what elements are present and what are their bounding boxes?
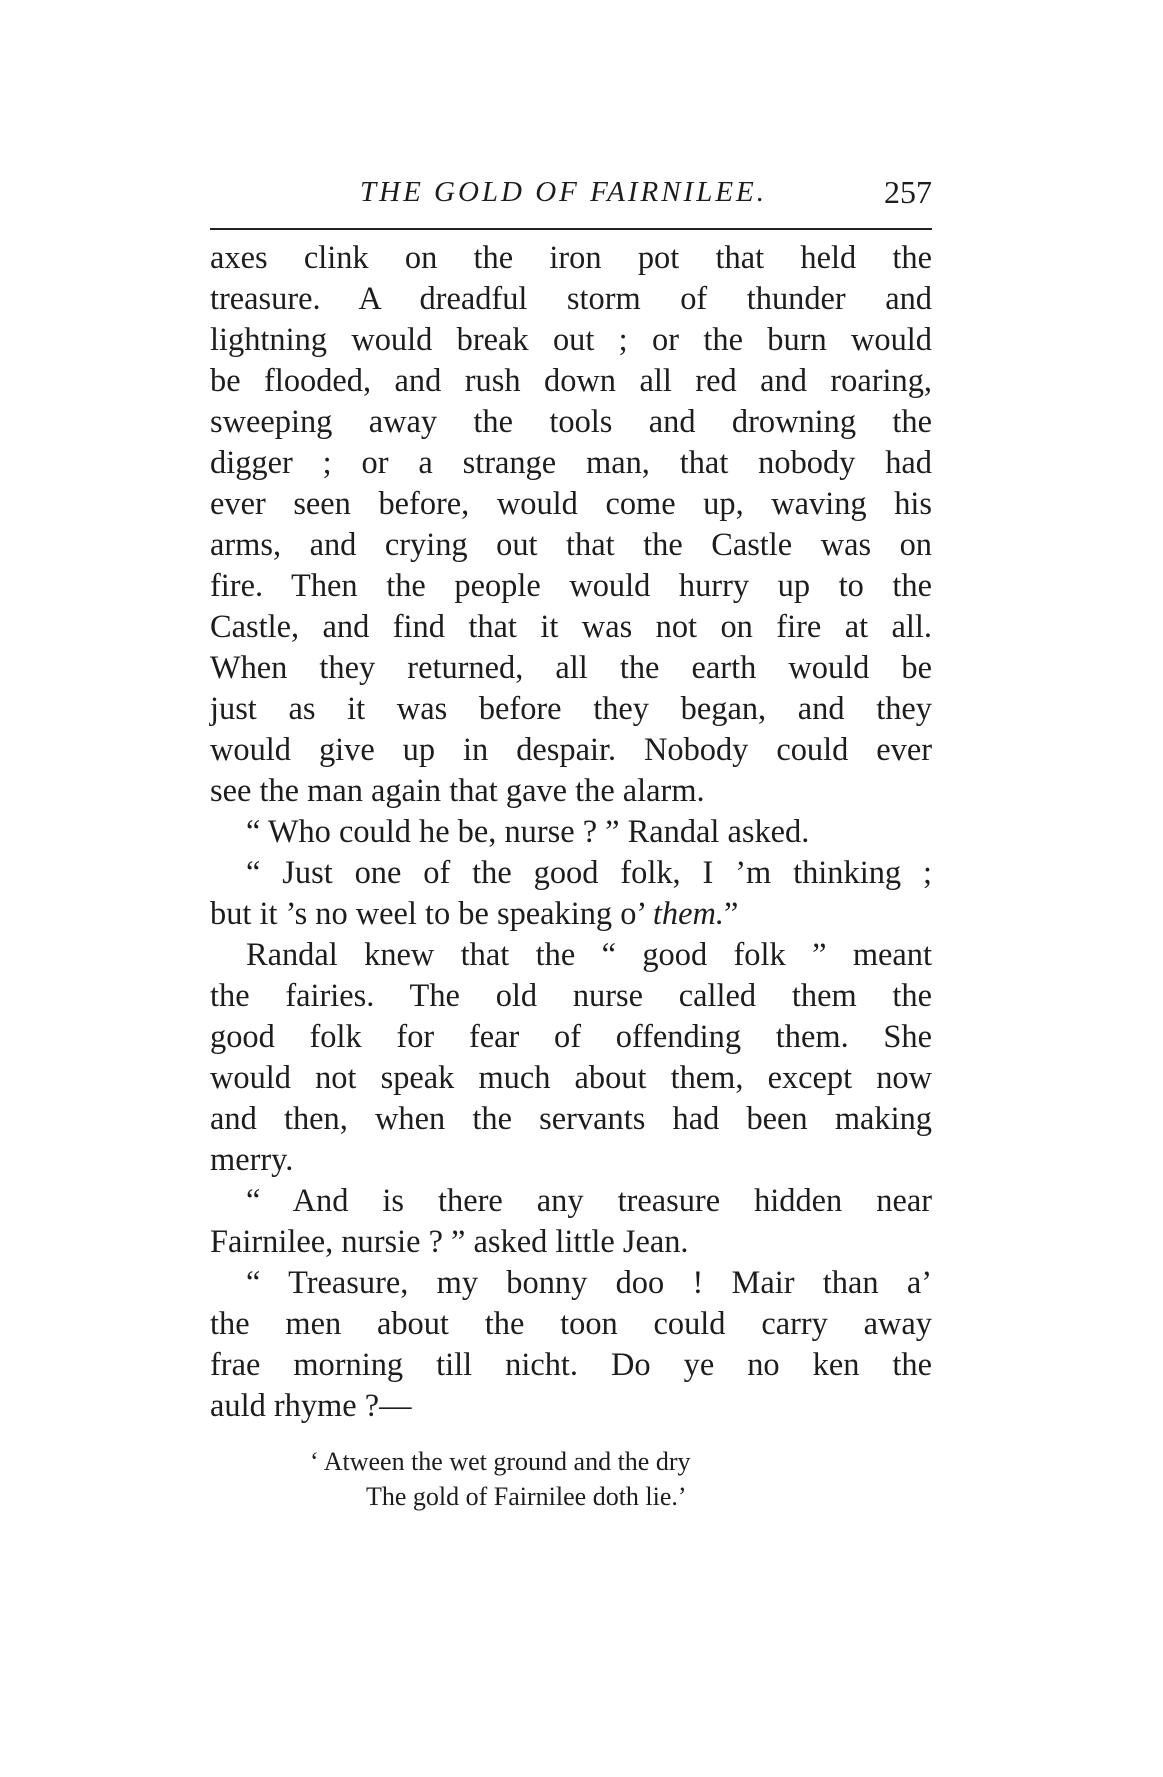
- closing-quote: ”: [723, 896, 739, 932]
- text-line: the fairies. The old nurse called them the: [210, 978, 932, 1014]
- text-line: axes clink on the iron pot that held the: [210, 240, 932, 276]
- text-line: treasure. A dreadful storm of thunder and: [210, 281, 932, 317]
- text-line: auld rhyme ?—: [210, 1388, 412, 1424]
- text-line: Castle, and find that it was not on fire at all.: [210, 609, 932, 645]
- text-line: “ And is there any treasure hidden near: [246, 1183, 932, 1219]
- text-line: “ Treasure, my bonny doo ! Mair than a’: [246, 1265, 932, 1301]
- text-line: see the man again that gave the alarm.: [210, 773, 705, 809]
- verse-line: ‘ Atween the wet ground and the dry: [310, 1447, 691, 1476]
- text-line: fire. Then the people would hurry up to the: [210, 568, 932, 604]
- text-line: “ Who could he be, nurse ? ” Randal asked.: [246, 814, 810, 850]
- text-line: [210, 894, 932, 935]
- text-line: good folk for fear of offending them. She: [210, 1019, 932, 1055]
- body-text: [210, 238, 932, 1427]
- verse-line: The gold of Fairnilee doth lie.’: [366, 1482, 687, 1511]
- text-line: just as it was before they began, and they: [210, 691, 932, 727]
- text-line: merry.: [210, 1142, 294, 1178]
- text-line: the men about the toon could carry away: [210, 1306, 932, 1342]
- text-line: Fairnilee, nursie ? ” asked little Jean.: [210, 1224, 689, 1260]
- running-head: [210, 170, 932, 216]
- text-line: would give up in despair. Nobody could ever: [210, 732, 932, 768]
- text-line: be flooded, and rush down all red and roaring,: [210, 363, 932, 399]
- text-line: and then, when the servants had been making: [210, 1101, 932, 1137]
- italic-word: them.: [652, 896, 724, 932]
- text-line: sweeping away the tools and drowning the: [210, 404, 932, 440]
- page-number: 257: [884, 174, 932, 210]
- text-line: arms, and crying out that the Castle was on: [210, 527, 932, 563]
- text-line: When they returned, all the earth would be: [210, 650, 932, 686]
- text-line-start: but it ’s no weel to be speaking o’: [210, 896, 653, 932]
- running-title: THE GOLD OF FAIRNILEE.: [360, 176, 768, 208]
- text-line: lightning would break out ; or the burn would: [210, 322, 932, 358]
- text-line: “ Just one of the good folk, I ’m thinking ;: [246, 855, 932, 891]
- text-line: digger ; or a strange man, that nobody had: [210, 445, 932, 481]
- text-line: frae morning till nicht. Do ye no ken the: [210, 1347, 932, 1383]
- verse-quote: [210, 1444, 932, 1514]
- text-line: Randal knew that the “ good folk ” meant: [246, 937, 932, 973]
- text-line: ever seen before, would come up, waving his: [210, 486, 932, 522]
- text-line: would not speak much about them, except now: [210, 1060, 932, 1096]
- header-rule: [210, 228, 932, 230]
